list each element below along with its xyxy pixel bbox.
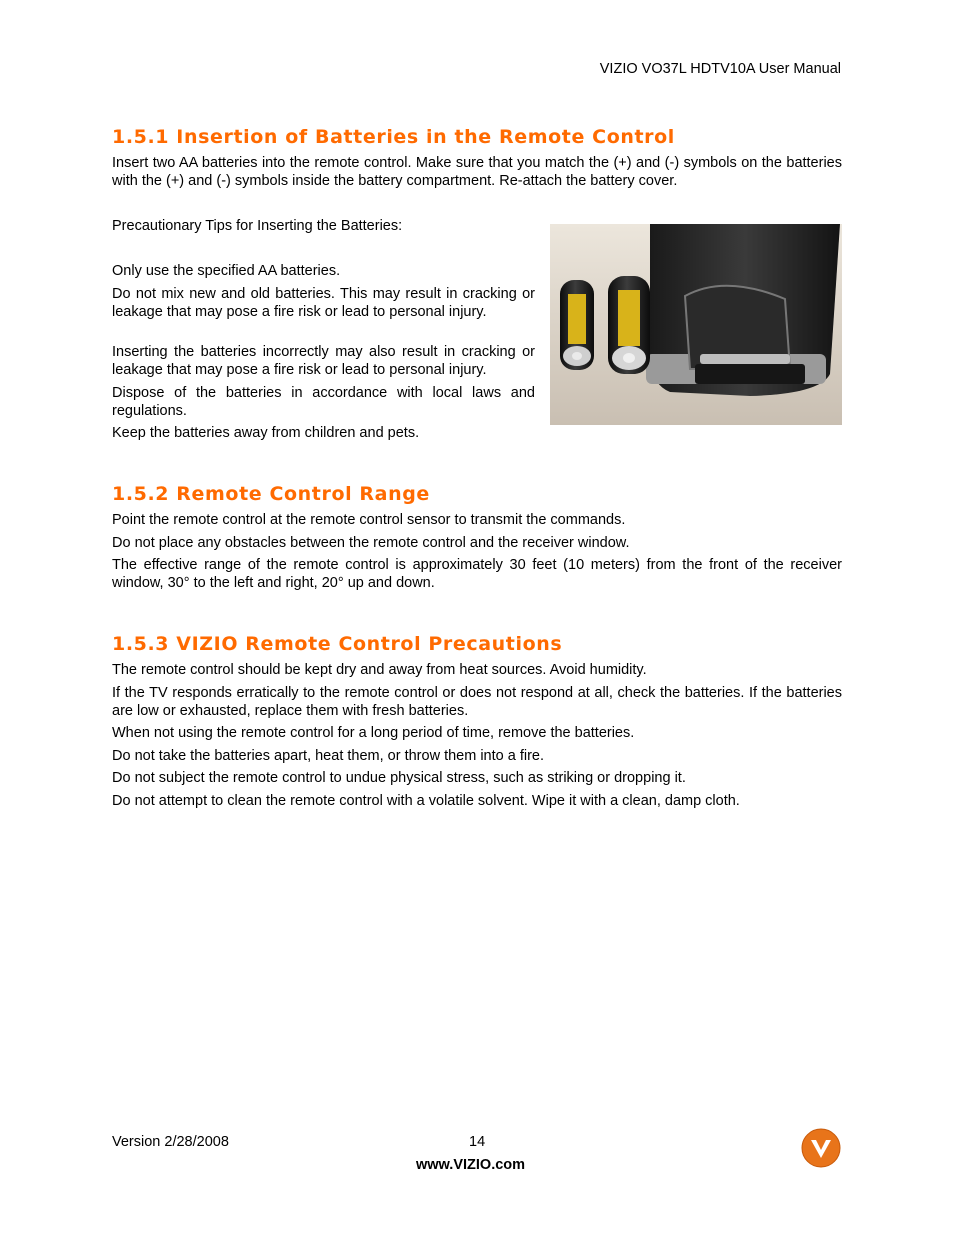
vizio-logo-icon xyxy=(801,1128,841,1168)
page-number: 14 xyxy=(469,1134,486,1150)
range-paragraph: Do not place any obstacles between the remote control and the receiver window. xyxy=(112,535,630,551)
footer-url: www.VIZIO.com xyxy=(416,1157,526,1173)
section-heading-remote-precautions: 1.5.3 VIZIO Remote Control Precautions xyxy=(112,633,563,655)
tip-item: Only use the specified AA batteries. xyxy=(112,263,341,279)
battery-insertion-intro: Insert two AA batteries into the remote control. Make sure that you match the (+) and (-) symbols on the batteries with the (+) and (-) symbols inside the battery compartment. Re-attach the battery cover. xyxy=(112,155,842,189)
precaution-paragraph: Do not attempt to clean the remote control with a volatile solvent. Wipe it with a clean, damp cloth. xyxy=(112,793,740,809)
precaution-paragraph: If the TV responds erratically to the remote control or does not respond at all, check the batteries. If the batteries are low or exhausted, replace them with fresh batteries. xyxy=(112,685,842,719)
tips-title: Precautionary Tips for Inserting the Batteries: xyxy=(112,218,403,234)
document-header: VIZIO VO37L HDTV10A User Manual xyxy=(599,61,841,77)
section-heading-battery-insertion: 1.5.1 Insertion of Batteries in the Remote Control xyxy=(112,126,675,148)
range-paragraph: Point the remote control at the remote control sensor to transmit the commands. xyxy=(112,512,626,528)
battery-left xyxy=(560,280,594,370)
tip-item: Keep the batteries away from children and pets. xyxy=(112,425,420,441)
tip-item: Do not mix new and old batteries. This may result in cracking or leakage that may pose a fire risk or lead to personal injury. xyxy=(112,286,535,320)
precaution-paragraph: When not using the remote control for a long period of time, remove the batteries. xyxy=(112,725,635,741)
section-heading-remote-range: 1.5.2 Remote Control Range xyxy=(112,483,430,505)
tip-item: Inserting the batteries incorrectly may also result in cracking or leakage that may pose a fire risk or lead to personal injury. xyxy=(112,344,535,378)
tip-item: Dispose of the batteries in accordance with local laws and regulations. xyxy=(112,385,535,419)
precaution-paragraph: The remote control should be kept dry and away from heat sources. Avoid humidity. xyxy=(112,662,647,678)
precaution-paragraph: Do not take the batteries apart, heat them, or throw them into a fire. xyxy=(112,748,545,764)
remote-battery-photo xyxy=(550,224,842,425)
precaution-paragraph: Do not subject the remote control to undue physical stress, such as striking or dropping it. xyxy=(112,770,686,786)
range-paragraph: The effective range of the remote control is approximately 30 feet (10 meters) from the front of the receiver window, 30° to the left and right, 20° up and down. xyxy=(112,557,842,591)
battery-right xyxy=(608,276,650,374)
footer-version: Version 2/28/2008 xyxy=(112,1134,229,1150)
